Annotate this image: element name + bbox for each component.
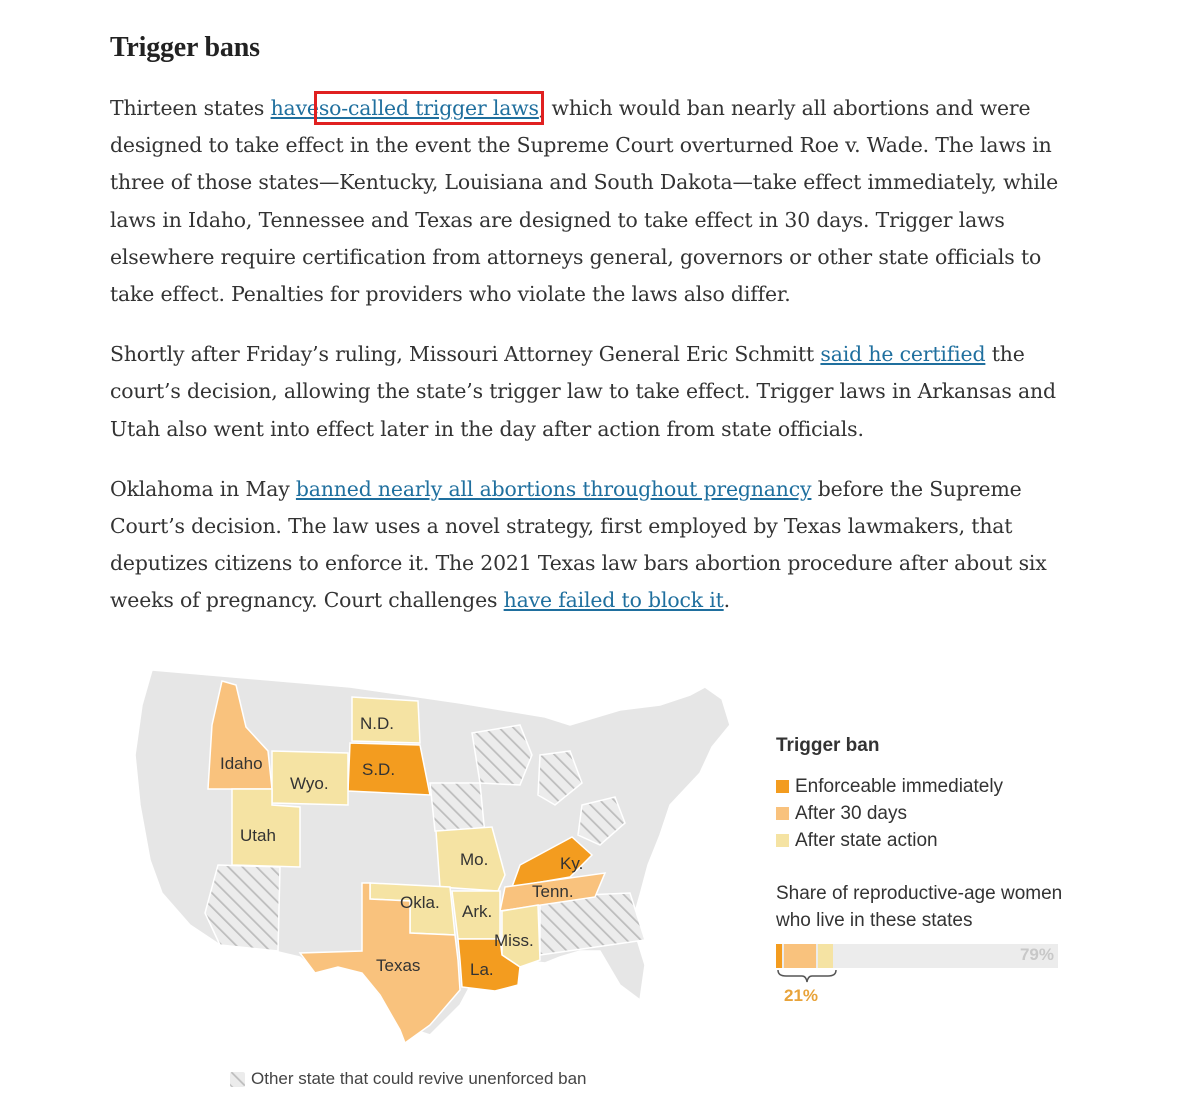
trigger-ban-map-figure [100, 655, 1100, 1105]
text: Oklahoma in May [110, 476, 296, 501]
footnote [230, 1069, 586, 1089]
label-sd: S.D. [362, 760, 396, 779]
share-bar [776, 944, 1058, 1005]
rest-pct: 79% [1019, 945, 1054, 964]
text: Shortly after Friday’s ruling, Missouri Attorney General Eric Schmitt [110, 342, 821, 367]
text: Thirteen states [110, 96, 271, 120]
paragraph-2 [110, 336, 1080, 448]
legend-item-immediate [776, 773, 1096, 800]
section-heading: Trigger bans [110, 32, 260, 63]
label-okla: Okla. [400, 893, 440, 912]
paragraph-3 [110, 471, 1080, 620]
share-bar-segment-2 [818, 944, 833, 968]
text: . [723, 588, 731, 613]
legend-label: Enforceable immediately [795, 776, 1004, 797]
footnote-text: Other state that could revive unenforced ban [251, 1069, 587, 1088]
text: before the Supreme Court’s decision. The law uses a novel strategy, first employed by Texas lawmakers, that deputizes citizens to enforce it. The 2021 Texas law bars abortion procedure after about six weeks of pregnancy. Court challenges [110, 476, 1047, 613]
legend-item-state-action [776, 827, 1096, 854]
label-idaho: Idaho [220, 754, 263, 773]
label-wyo: Wyo. [290, 774, 329, 793]
swatch-immediate [776, 780, 789, 793]
us-map [100, 655, 760, 1065]
label-ark: Ark. [462, 902, 493, 921]
legend-label: After state action [795, 830, 938, 851]
brace-icon [776, 968, 840, 986]
legend-title: Trigger ban [776, 735, 880, 756]
hatch-nebraska-kansas [430, 783, 485, 835]
share-label: Share of reproductive-age women who live in these states [776, 883, 1063, 931]
legend-item-30days [776, 800, 1096, 827]
text: , which would ban nearly all abortions and were designed to take effect in the event the Supreme Court overturned Roe v. Wade. The laws in three of those states—Kentucky, Louisiana and South Dakota—take effect immediately, while laws in Idaho, Tennessee and Texas are designed to take effect in 30 days. Trigger laws elsewhere require certification from attorneys general, governors or other state officials to take effect. Penalties for providers who violate the laws also differ. [110, 96, 1059, 307]
label-ky: Ky. [560, 854, 584, 873]
share-bar-segment-1 [784, 944, 816, 968]
hatch-wisconsin [472, 725, 532, 785]
link-have-failed[interactable]: have failed to block it [503, 588, 724, 613]
label-mo: Mo. [460, 850, 489, 869]
label-nd: N.D. [360, 714, 394, 733]
label-texas: Texas [376, 956, 421, 975]
legend [776, 735, 1096, 1005]
hatch-swatch-icon [230, 1072, 245, 1087]
paragraph-1 [110, 90, 1080, 313]
label-miss: Miss. [494, 931, 534, 950]
hatch-arizona [205, 865, 280, 951]
link-trigger-laws[interactable]: so-called trigger laws [318, 96, 539, 120]
link-have[interactable]: have [270, 96, 319, 120]
article [110, 28, 1080, 643]
label-tenn: Tenn. [532, 882, 574, 901]
link-said-he-certified[interactable]: said he certified [820, 342, 986, 367]
text: the court’s decision, allowing the state’s trigger law to take effect. Trigger laws in Arkansas and Utah also went into effect later in the day after action from state officials. [110, 342, 1056, 441]
label-utah: Utah [240, 826, 276, 845]
swatch-30days [776, 807, 789, 820]
swatch-state-action [776, 834, 789, 847]
label-la: La. [470, 960, 494, 979]
share-pct: 21% [784, 986, 819, 1005]
link-banned-nearly-all[interactable]: banned nearly all abortions throughout pregnancy [295, 476, 812, 501]
legend-label: After 30 days [795, 803, 907, 824]
share-bar-segment-0 [776, 944, 782, 968]
